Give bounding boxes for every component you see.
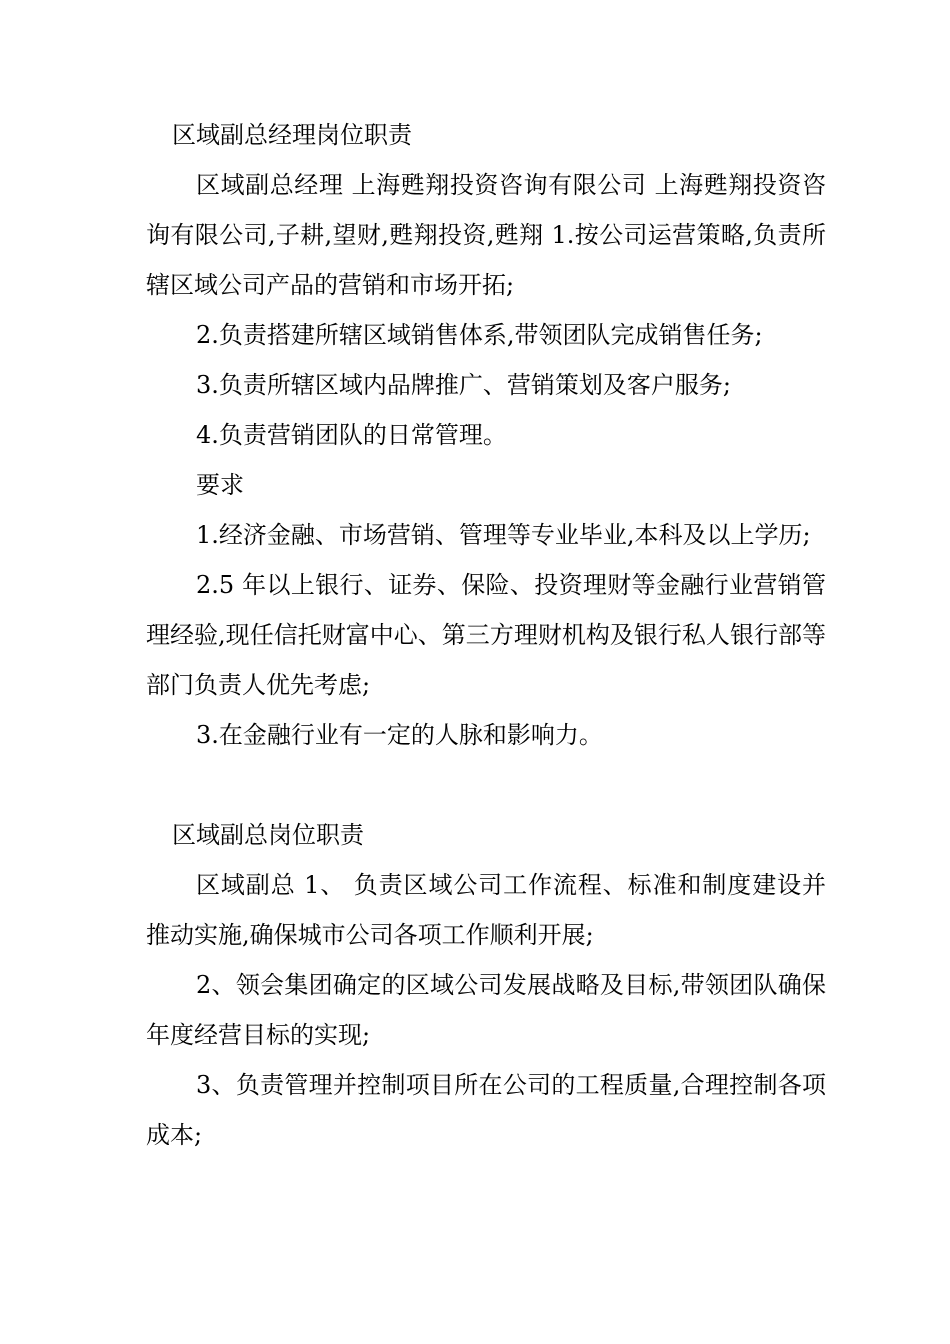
requirement-item: 2.5 年以上银行、证券、保险、投资理财等金融行业营销管理经验,现任信托财富中心、第三方理财机构及银行私人银行部等部门负责人优先考虑; — [146, 571, 826, 699]
section1-title: 区域副总经理岗位职责 — [172, 121, 412, 149]
section2-title: 区域副总岗位职责 — [172, 821, 364, 849]
requirements-heading: 要求 — [196, 471, 244, 499]
duty-item: 3.负责所辖区域内品牌推广、营销策划及客户服务; — [196, 371, 731, 399]
requirement-item: 1.经济金融、市场营销、管理等专业毕业,本科及以上学历; — [196, 521, 811, 549]
document-body — [146, 110, 826, 1160]
section2-item: 区域副总 1、 负责区域公司工作流程、标准和制度建设并推动实施,确保城市公司各项工作顺利开展; — [146, 871, 826, 949]
section2-item: 3、负责管理并控制项目所在公司的工程质量,合理控制各项成本; — [146, 1071, 826, 1149]
section-gap — [146, 760, 826, 810]
section2-item: 2、领会集团确定的区域公司发展战略及目标,带领团队确保年度经营目标的实现; — [146, 971, 826, 1049]
section1-intro: 区域副总经理 上海甦翔投资咨询有限公司 上海甦翔投资咨询有限公司,子耕,望财,甦翔投资,甦翔 1.按公司运营策略,负责所辖区域公司产品的营销和市场开拓; — [146, 171, 826, 299]
requirement-item: 3.在金融行业有一定的人脉和影响力。 — [196, 721, 603, 749]
duty-item: 2.负责搭建所辖区域销售体系,带领团队完成销售任务; — [196, 321, 763, 349]
duty-item: 4.负责营销团队的日常管理。 — [196, 421, 507, 449]
